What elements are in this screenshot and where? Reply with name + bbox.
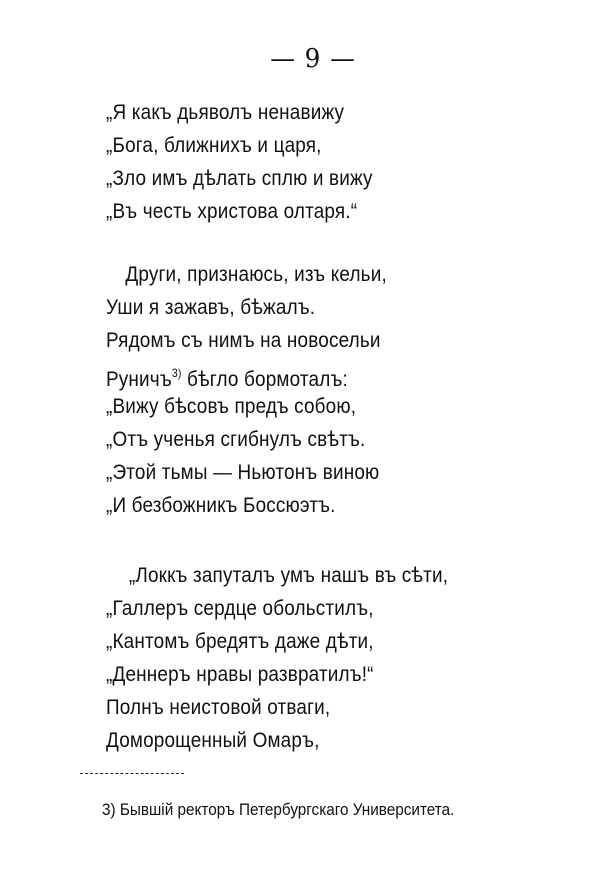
verse-line: „Въ честь христова олтаря.“ (106, 199, 358, 223)
verse-line: „Вижу бѣсовъ предъ собою, (106, 394, 357, 418)
verse-line: Други, признаюсь, изъ кельи, (125, 262, 387, 286)
verse-line: „Кантомъ бредятъ даже дѣти, (106, 629, 374, 653)
verse-line: Уши я зажавъ, бѣжалъ. (106, 295, 316, 319)
verse-line: „Я какъ дьяволъ ненавижу (106, 100, 345, 124)
footnote-marker: 3) (171, 366, 182, 380)
page-number: — 9 — (270, 44, 356, 74)
verse-line: „Этой тьмы — Ньютонъ виною (106, 460, 380, 484)
verse-line: „Локкъ запуталъ умъ нашъ въ сѣти, (128, 563, 449, 587)
footnote-divider (80, 773, 184, 774)
verse-line: Рядомъ съ нимъ на новосельи (106, 328, 381, 352)
verse-text: бѣгло бормоталъ: (181, 367, 348, 391)
footnote: 3) Бывшій ректоръ Петербургскаго Университета. (102, 800, 455, 819)
verse-line: Полнъ неистовой отваги, (106, 695, 331, 719)
verse-line: „Галлеръ сердце обольстилъ, (106, 596, 374, 620)
stanza-2 (106, 258, 425, 522)
stanza-3 (106, 559, 495, 757)
verse-line: „Деннеръ нравы развратилъ!“ (106, 662, 374, 686)
verse-line: Доморощенный Омаръ, (106, 728, 320, 752)
stanza-1 (106, 96, 409, 228)
verse-line: „И безбожникъ Боссюэтъ. (106, 493, 336, 517)
verse-line: „Отъ ученья сгибнулъ свѣтъ. (106, 427, 366, 451)
verse-line-with-footnote (106, 357, 387, 390)
verse-text: Руничъ (106, 367, 172, 391)
verse-line: „Бога, ближнихъ и царя, (106, 133, 322, 157)
verse-line: „Зло имъ дѣлать сплю и вижу (106, 166, 373, 190)
